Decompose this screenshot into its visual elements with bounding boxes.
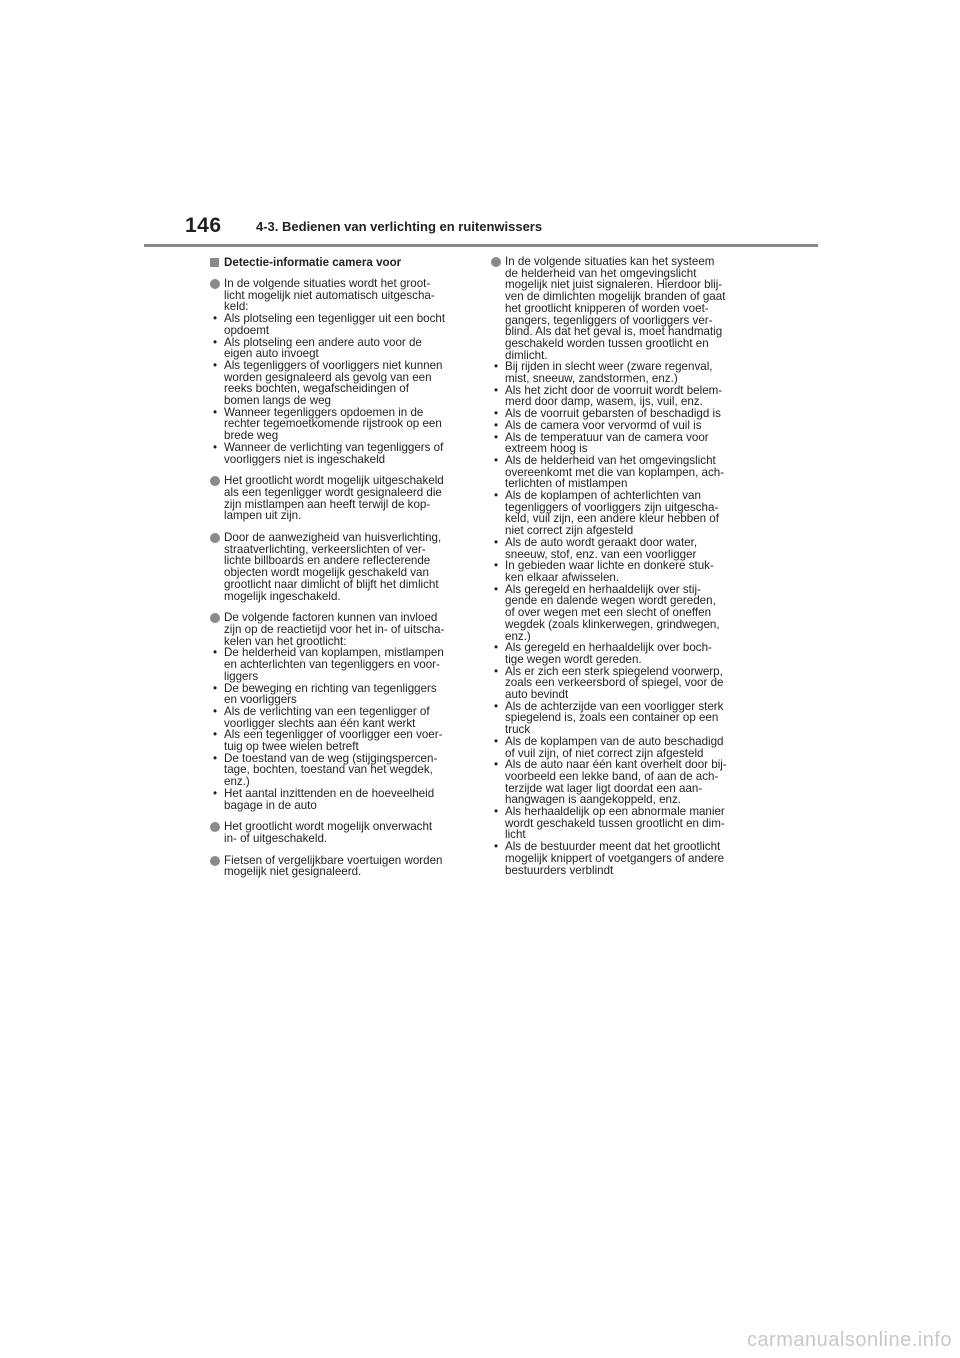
sub-bullet-icon: • (213, 405, 218, 419)
sub-list-item (491, 806, 753, 841)
sub-list-item-text: Als een tegenligger of voorligger een voer- tuig op twee wielen betreft (224, 728, 443, 754)
sub-bullet-icon: • (494, 407, 499, 421)
sub-list-item (491, 455, 753, 490)
sub-list-item (210, 729, 467, 752)
circle-bullet-icon (210, 533, 220, 543)
sub-bullet-icon: • (494, 805, 499, 819)
sub-bullet-icon: • (494, 360, 499, 374)
sub-list-item-text: Als geregeld en herhaaldelijk over stij- gende en dalende wegen wordt gereden, of over wegen met een slecht of oneffen wegdek (zoals klinkerwegen, grindwegen, enz.) (505, 582, 720, 643)
sub-list-item (210, 753, 467, 788)
sub-list-item (210, 407, 467, 442)
sub-list-item-text: De beweging en richting van tegenliggers en voorliggers (224, 681, 437, 707)
sub-list-item (210, 706, 467, 729)
right-column (491, 256, 753, 886)
sub-list-item-text: Als de voorruit gebarsten of beschadigd is (505, 407, 721, 421)
circle-bullet-icon (210, 613, 220, 623)
square-bullet-icon (210, 258, 219, 267)
sub-bullet-icon: • (494, 453, 499, 467)
list-item (210, 855, 467, 878)
list-item (210, 278, 467, 465)
sub-list-item (210, 360, 467, 407)
section-heading (210, 256, 467, 269)
sub-list-item-text: Als de bestuurder meent dat het grootlicht mogelijk knippert of voetgangers of andere bestuurders verblindt (505, 840, 725, 877)
left-items (210, 278, 467, 878)
sub-list-item-text: Als geregeld en herhaaldelijk over boch- tige wegen wordt gereden. (505, 641, 712, 666)
sub-list-item (491, 420, 753, 432)
sub-list-item-text: Als de auto naar één kant overhelt door bij- voorbeeld een lekke band, of aan de ach- terzijde wat lager ligt doordat een aan- hangwagen is aangekoppeld, enz. (505, 758, 727, 807)
sub-bullet-icon: • (494, 699, 499, 713)
sub-list-item-text: Als de auto wordt geraakt door water, sneeuw, stof, enz. van een voorligger (505, 535, 698, 561)
sub-bullet-icon: • (213, 646, 218, 660)
sub-bullet-icon: • (213, 751, 218, 765)
sub-list-item-text: De toestand van de weg (stijgingspercen- tage, bochten, toestand van het wegdek, enz.) (224, 751, 438, 789)
sub-bullet-icon: • (494, 430, 499, 444)
sub-bullet-icon: • (494, 489, 499, 503)
sub-bullet-icon: • (494, 641, 499, 655)
sub-bullet-icon: • (494, 582, 499, 596)
sub-list-item (491, 584, 753, 643)
circle-bullet-icon (210, 279, 220, 289)
list-item-text: Fietsen of vergelijkbare voertuigen worden mogelijk niet gesignaleerd. (224, 853, 443, 879)
sub-bullet-icon: • (494, 734, 499, 748)
sub-list-item (210, 337, 467, 360)
sub-list-item-text: Als het zicht door de voorruit wordt belem- merd door damp, wasem, ijs, vuil, enz. (505, 383, 723, 409)
sub-list-item (491, 666, 753, 701)
sub-bullet-icon: • (494, 559, 499, 573)
sub-bullet-icon: • (494, 535, 499, 549)
sub-list-item (491, 432, 753, 455)
sub-list-item-text: De helderheid van koplampen, mistlampen en achterlichten van tegenliggers en voor- liggers (224, 646, 444, 683)
sub-list-item-text: Als er zich een sterk spiegelend voorwerp, zoals een verkeersbord of spiegel, voor de auto bevindt (505, 664, 724, 702)
sub-list-item-text: Als de achterzijde van een voorligger sterk spiegelend is, zoals een container op een truck (505, 699, 724, 737)
sub-list-item (491, 701, 753, 736)
page-number: 146 (185, 214, 222, 237)
sub-bullet-icon: • (494, 664, 499, 678)
header-rule (144, 244, 818, 247)
sub-bullet-icon: • (213, 704, 218, 718)
section-heading-text: Detectie-informatie camera voor (224, 256, 402, 269)
sub-list-item-text: Als de koplampen of achterlichten van tegenliggers of voorliggers zijn uitgescha- keld, vuil zijn, een andere kleur hebben of niet correct zijn afgesteld (505, 489, 719, 538)
sub-bullet-icon: • (213, 440, 218, 454)
sub-list-item-text: Wanneer de verlichting van tegenliggers of voorliggers niet is ingeschakeld (224, 440, 444, 466)
list-item (491, 256, 753, 876)
sub-list-item (491, 537, 753, 560)
right-items (491, 256, 753, 876)
sub-bullet-icon: • (213, 786, 218, 800)
circle-bullet-icon (491, 257, 501, 267)
sub-list-item (210, 647, 467, 682)
sub-list-item (491, 490, 753, 537)
sub-bullet-icon: • (213, 358, 218, 372)
list-item-text: Het grootlicht wordt mogelijk onverwacht in- of uitgeschakeld. (224, 820, 433, 845)
left-column (210, 256, 467, 888)
list-item-text: Het grootlicht wordt mogelijk uitgeschakeld als een tegenligger wordt gesignaleerd die zijn mistlampen aan heeft terwijl de kop- lampen uit zijn. (224, 474, 444, 523)
sub-list-item (491, 759, 753, 806)
sub-list-item (491, 841, 753, 876)
sub-list-item-text: Het aantal inzittenden en de hoeveelheid bagage in de auto (224, 786, 435, 812)
sub-list-item (210, 442, 467, 465)
sub-list-item (491, 642, 753, 665)
sub-list-item (210, 683, 467, 706)
sub-list-item-text: Als de koplampen van de auto beschadigd of vuil zijn, of niet correct zijn afgesteld (505, 734, 724, 760)
sub-list-item (491, 560, 753, 583)
list-item (210, 532, 467, 602)
sub-list-item-text: Bij rijden in slecht weer (zware regenval, mist, sneeuw, zandstormen, enz.) (505, 360, 713, 386)
watermark: carmanualsonline.info (746, 1329, 952, 1351)
sub-list-item-text: Als plotseling een andere auto voor de eigen auto invoegt (224, 335, 422, 361)
sub-bullet-icon: • (494, 758, 499, 772)
sub-list-item-text: Als de helderheid van het omgevingslicht overeenkomt met die van koplampen, ach- terlichten of mistlampen (505, 453, 725, 491)
circle-bullet-icon (210, 822, 220, 832)
sub-list-item-text: Als de verlichting van een tegenligger of voorligger slechts aan één kant werkt (224, 704, 430, 730)
list-item-text: In de volgende situaties kan het systeem de helderheid van het omgevingslicht mogelijk niet juist signaleren. Hierdoor blij- ven de dimlichten mogelijk branden of gaat het grootlicht knipperen of worden voet- gangers, tegenliggers of voorliggers ver- blind. Als dat het geval is, moet handmatig geschakeld worden tussen grootlicht en dimlicht. (505, 255, 726, 362)
sub-list-item-text: Als tegenliggers of voorliggers niet kunnen worden gesignaleerd als gevolg van een reeks bochten, wegafscheidingen of bomen langs de weg (224, 358, 443, 408)
sub-list-item-text: Als plotseling een tegenligger uit een bocht opdoemt (224, 312, 446, 337)
list-item-text: Door de aanwezigheid van huisverlichting, straatverlichting, verkeerslichten of ver- lichte billboards en andere reflecterende objecten wordt mogelijk geschakeld van grootlicht naar dimlicht of blijft het dimlicht mogelijk ingeschakeld. (224, 531, 442, 603)
section-title: 4-3. Bedienen van verlichting en ruitenwissers (256, 219, 543, 234)
sub-list-item-text: In gebieden waar lichte en donkere stuk- ken elkaar afwisselen. (505, 559, 714, 584)
sub-bullet-icon: • (213, 728, 218, 742)
sub-bullet-icon: • (494, 840, 499, 854)
sub-list-item (210, 788, 467, 811)
sub-bullet-icon: • (213, 335, 218, 349)
sub-list-item-text: Als de camera voor vervormd of vuil is (505, 418, 702, 432)
sub-list-item (491, 385, 753, 408)
list-item (210, 475, 467, 522)
sub-list-item-text: Als herhaaldelijk op een abnormale manier wordt geschakeld tussen grootlicht en dim- licht (505, 805, 725, 842)
circle-bullet-icon (210, 476, 220, 486)
sub-bullet-icon: • (213, 681, 218, 695)
list-item-text: De volgende factoren kunnen van invloed zijn op de reactietijd voor het in- of uitscha- kelen van het grootlicht: (224, 611, 445, 648)
sub-list-item (491, 361, 753, 384)
circle-bullet-icon (210, 856, 220, 866)
sub-list-item-text: Wanneer tegenliggers opdoemen in de rechter tegemoetkomende rijstrook op een brede weg (224, 405, 442, 443)
list-item-text: In de volgende situaties wordt het groot- licht mogelijk niet automatisch uitgescha- keld: (224, 277, 435, 314)
sub-bullet-icon: • (494, 418, 499, 432)
sub-list-item (491, 736, 753, 759)
sub-bullet-icon: • (494, 383, 499, 397)
sub-list-item (210, 313, 467, 336)
list-item (210, 821, 467, 844)
list-item (210, 612, 467, 811)
sub-bullet-icon: • (213, 312, 218, 326)
sub-list-item-text: Als de temperatuur van de camera voor extreem hoog is (505, 430, 709, 456)
